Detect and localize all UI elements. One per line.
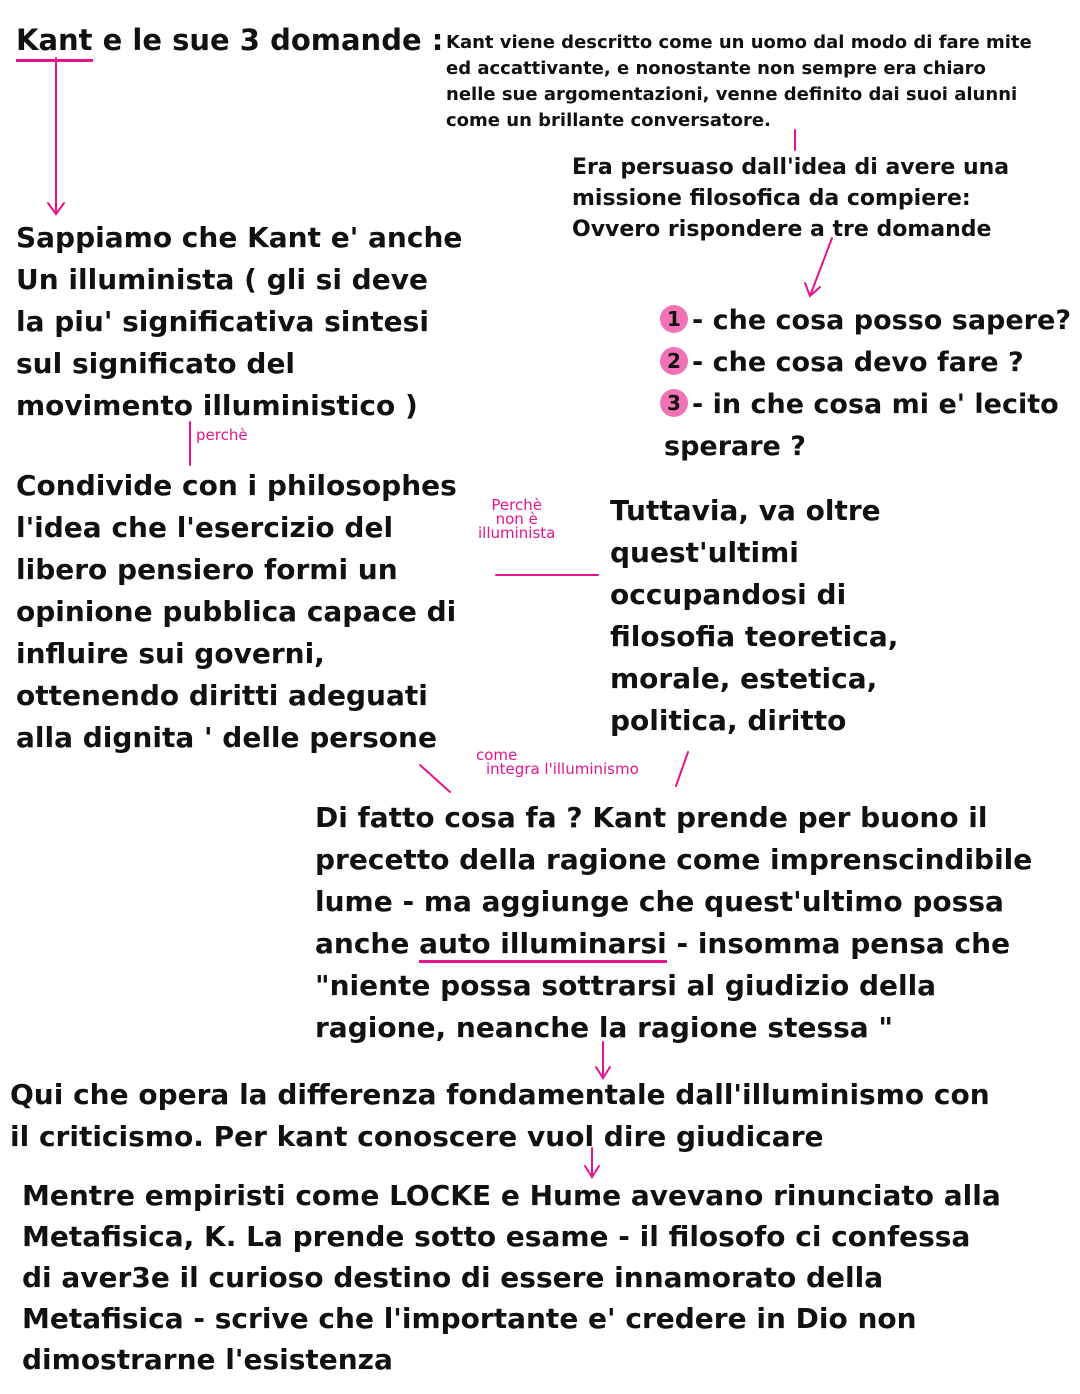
question-text: - in che cosa mi e' lecito — [692, 389, 1059, 420]
difatto-line: precetto della ragione come imprenscindibile — [315, 843, 1033, 876]
intro-line: nelle sue argomentazioni, venne definito dai suoi alunni — [446, 84, 1018, 105]
illuminist-line: movimento illuministico ) — [16, 389, 418, 422]
tuttavia-line: Tuttavia, va oltre — [610, 494, 881, 527]
condivide-line: l'idea che l'esercizio del — [16, 511, 394, 544]
condivide-paragraph — [16, 465, 457, 759]
illuminist-line: la piu' significativa sintesi — [16, 305, 429, 338]
tuttavia-line: politica, diritto — [610, 704, 847, 737]
qui-line: Qui che opera la differenza fondamentale dall'illuminismo con — [10, 1078, 990, 1111]
line-integra-right — [676, 752, 688, 786]
difatto-text: anche — [315, 927, 420, 960]
note-line: Perchè — [491, 496, 542, 514]
difatto-line: lume - ma aggiunge che quest'ultimo possa — [315, 885, 1004, 918]
question-text: - che cosa devo fare ? — [692, 347, 1024, 378]
question-number-badge: 1 — [660, 305, 688, 333]
illuminist-line: sul significato del — [16, 347, 296, 380]
underlined-auto-illuminarsi: auto illuminarsi — [419, 927, 667, 963]
mission-line: Era persuaso dall'idea di avere una — [572, 155, 1010, 180]
difatto-line: "niente possa sottrarsi al giudizio della — [315, 969, 937, 1002]
mentre-line: Metafisica, K. La prende sotto esame - il filosofo ci confessa — [22, 1220, 971, 1253]
tuttavia-paragraph — [610, 490, 898, 742]
mission-paragraph — [572, 152, 1009, 245]
mission-line: Ovvero rispondere a tre domande — [572, 217, 992, 242]
illuminist-line: Sappiamo che Kant e' anche — [16, 221, 463, 254]
arrow-mission-questions — [810, 238, 832, 296]
line-integra-left — [420, 765, 450, 792]
difatto-line: Di fatto cosa fa ? Kant prende per buono il — [315, 801, 988, 834]
illuminist-line: Un illuminista ( gli si deve — [16, 263, 428, 296]
note-come-integra — [476, 748, 639, 776]
question-item — [660, 384, 1071, 426]
condivide-line: influire sui governi, — [16, 637, 325, 670]
note-perche: perchè — [196, 426, 248, 444]
note-perche-non-illuminista — [478, 498, 555, 540]
mission-line: missione filosofica da compiere: — [572, 186, 971, 211]
mentre-line: Metafisica - scrive che l'importante e' credere in Dio non — [22, 1302, 917, 1335]
question-item — [660, 342, 1071, 384]
note-line: non è — [495, 510, 538, 528]
tuttavia-line: morale, estetica, — [610, 662, 878, 695]
title-kant: Kant — [16, 23, 93, 62]
question-number-badge: 2 — [660, 347, 688, 375]
tuttavia-line: filosofia teoretica, — [610, 620, 899, 653]
difatto-text: - insomma pensa che — [666, 927, 1011, 960]
mentre-line: di aver3e il curioso destino di essere innamorato della — [22, 1261, 884, 1294]
note-line: illuminista — [478, 524, 556, 542]
page-title — [16, 22, 443, 58]
question-item — [660, 300, 1071, 342]
qui-line: il criticismo. Per kant conoscere vuol dire giudicare — [10, 1120, 824, 1153]
difatto-paragraph — [315, 797, 1032, 1049]
note-line: come — [476, 746, 518, 764]
difatto-line: ragione, neanche la ragione stessa " — [315, 1011, 894, 1044]
mentre-paragraph — [22, 1175, 1001, 1380]
arrowhead-mission-questions — [805, 283, 820, 296]
note-line: integra l'illuminismo — [486, 760, 639, 778]
question-number-badge: 3 — [660, 389, 688, 417]
intro-line: Kant viene descritto come un uomo dal modo di fare mite — [446, 32, 1032, 53]
intro-line: come un brillante conversatore. — [446, 110, 771, 131]
question-tail: sperare ? — [664, 431, 806, 462]
condivide-line: Condivide con i philosophes — [16, 469, 457, 502]
tuttavia-line: occupandosi di — [610, 578, 847, 611]
mentre-line: Mentre empiristi come LOCKE e Hume avevano rinunciato alla — [22, 1179, 1001, 1212]
difatto-line — [315, 923, 1032, 965]
question-text: - che cosa posso sapere? — [692, 305, 1071, 336]
tuttavia-line: quest'ultimi — [610, 536, 799, 569]
intro-line: ed accattivante, e nonostante non sempre era chiaro — [446, 58, 986, 79]
illuminist-paragraph — [16, 217, 462, 427]
title-rest: e le sue 3 domande : — [92, 23, 444, 57]
qui-paragraph — [10, 1074, 990, 1158]
condivide-line: ottenendo diritti adeguati — [16, 679, 428, 712]
mentre-line: dimostrarne l'esistenza — [22, 1343, 393, 1376]
condivide-line: opinione pubblica capace di — [16, 595, 457, 628]
condivide-line: alla dignita ' delle persone — [16, 721, 437, 754]
questions-list — [660, 300, 1071, 468]
arrowhead-kant-down — [48, 203, 64, 214]
intro-paragraph — [446, 30, 1032, 134]
condivide-line: libero pensiero formi un — [16, 553, 398, 586]
